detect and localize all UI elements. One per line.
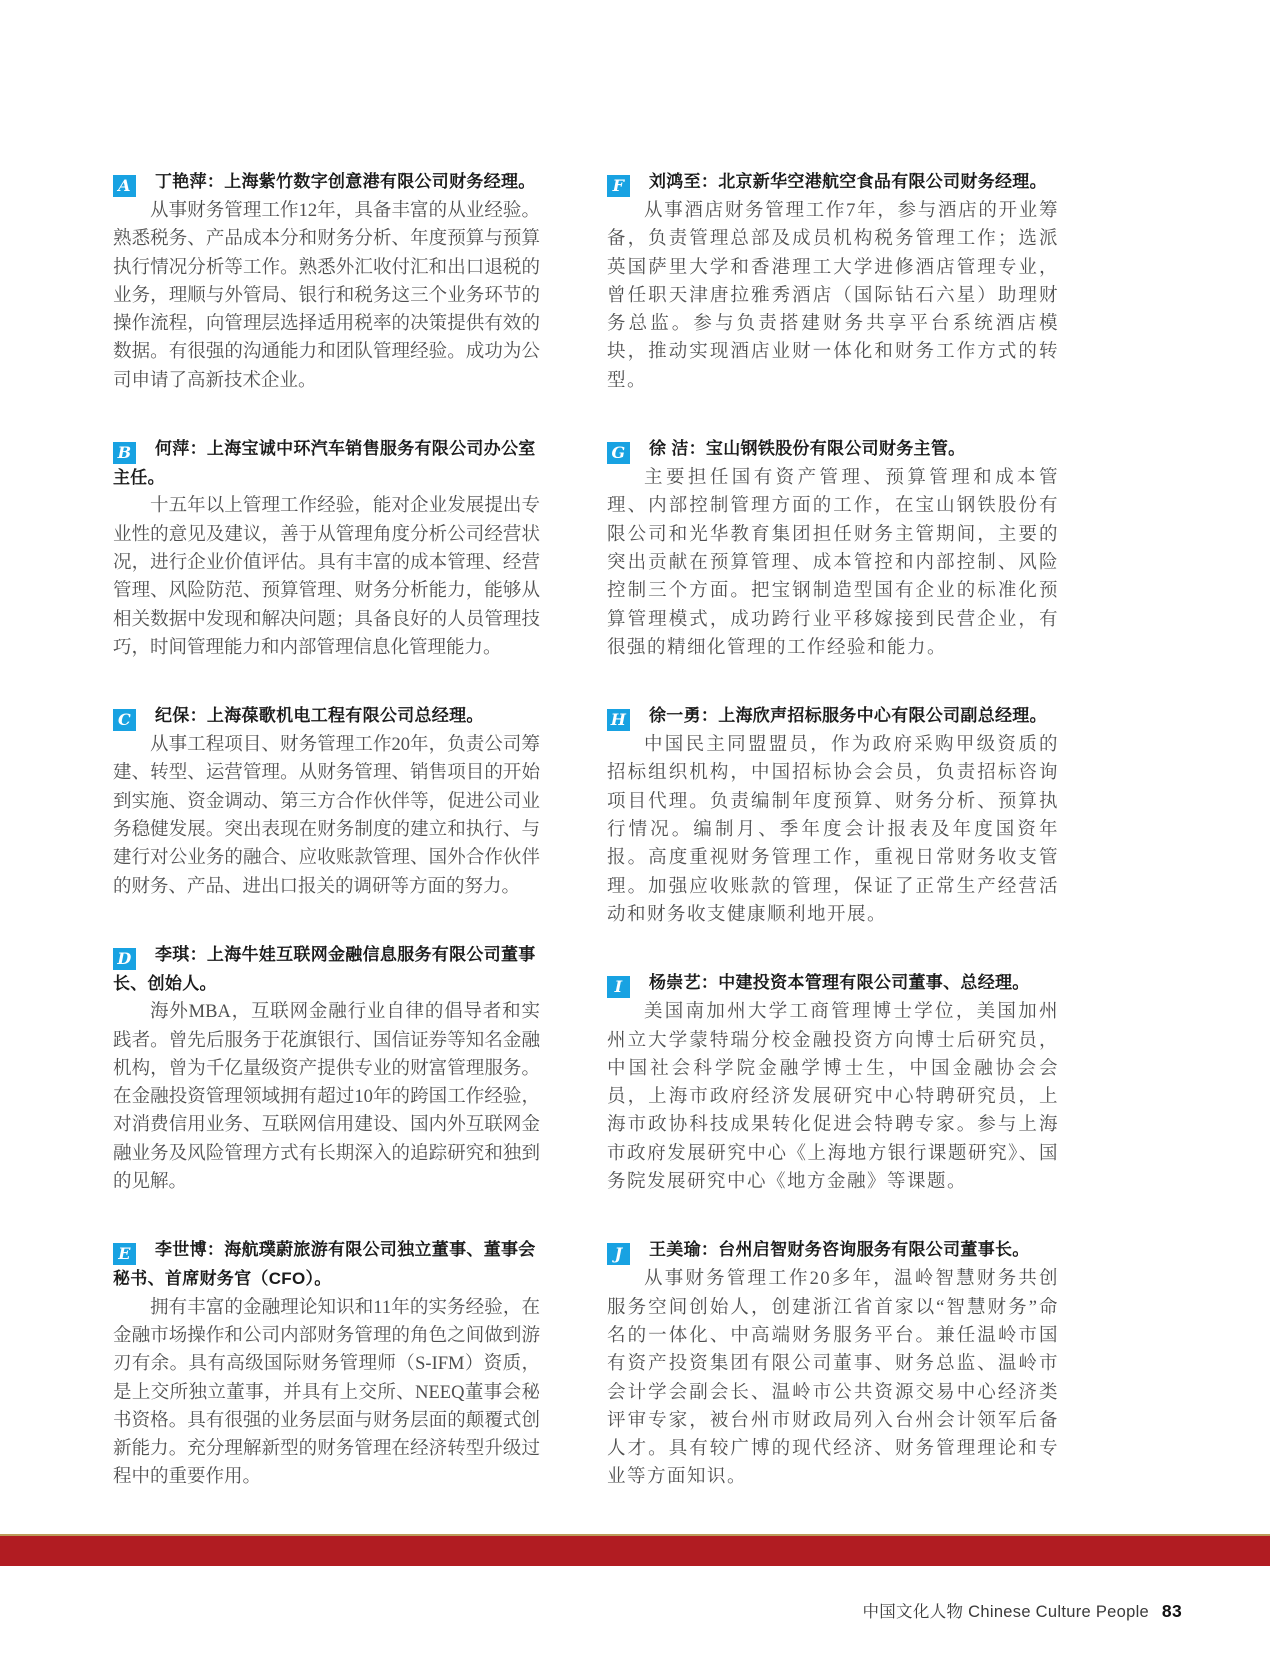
entry-title: 王美瑜：台州启智财务咨询服务有限公司董事长。 bbox=[649, 1240, 1030, 1260]
person-entry bbox=[113, 941, 540, 1196]
person-entry bbox=[113, 702, 540, 901]
bottom-red-bar bbox=[0, 1534, 1270, 1566]
entry-title-line bbox=[607, 969, 1059, 998]
entry-body: 从事财务管理工作20多年，温岭智慧财务共创服务空间创始人，创建浙江省首家以“智慧财务”命名的一体化、中高端财务服务平台。兼任温岭市国有资产投资集团有限公司董事、财务总监、温岭市会计学会副会长、温岭市公共资源交易中心经济类评审专家，被台州市财政局列入台州会计领军后备人才。具有较广博的现代经济、财务管理理论和专业等方面知识。 bbox=[607, 1269, 1059, 1488]
entry-letter-badge: D bbox=[113, 948, 136, 970]
person-entry bbox=[607, 435, 1059, 662]
entry-title-line bbox=[113, 435, 540, 492]
page-footer bbox=[862, 1598, 1182, 1622]
entry-title: 李琪：上海牛娃互联网金融信息服务有限公司董事长、创始人。 bbox=[113, 944, 536, 993]
entry-body: 海外MBA，互联网金融行业自律的倡导者和实践者。曾先后服务于花旗银行、国信证券等知名金融机构，曾为千亿量级资产提供专业的财富管理服务。在金融投资管理领域拥有超过10年的跨国工作经验，对消费信用业务、互联网信用建设、国内外互联网金融业务及风险管理方式有长期深入的追踪研究和独到的见解。 bbox=[113, 1002, 540, 1193]
entry-body: 主要担任国有资产管理、预算管理和成本管理、内部控制管理方面的工作，在宝山钢铁股份有限公司和光华教育集团担任财务主管期间，主要的突出贡献在预算管理、成本管控和内部控制、风险控制三个方面。把宝钢制造型国有企业的标准化预算管理模式，成功跨行业平移嫁接到民营企业，有很强的精细化管理的工作经验和能力。 bbox=[607, 468, 1059, 658]
entry-title: 李世博：海航璞蔚旅游有限公司独立董事、董事会秘书、首席财务官（CFO）。 bbox=[113, 1240, 536, 1289]
entry-body: 从事工程项目、财务管理工作20年，负责公司筹建、转型、运营管理。从财务管理、销售项目的开始到实施、资金调动、第三方合作伙伴等，促进公司业务稳健发展。突出表现在财务制度的建立和执行、与建行对公业务的融合、应收账款管理、国外合作伙伴的财务、产品、进出口报关的调研等方面的努力。 bbox=[113, 735, 540, 897]
right-column bbox=[607, 168, 1059, 1492]
entry-body: 从事酒店财务管理工作7年，参与酒店的开业筹备，负责管理总部及成员机构税务管理工作；选派英国萨里大学和香港理工大学进修酒店管理专业，曾任职天津唐拉雅秀酒店（国际钻石六星）助理财务总监。参与负责搭建财务共享平台系统酒店模块，推动实现酒店业财一体化和财务工作方式的转型。 bbox=[607, 201, 1059, 391]
entry-body: 拥有丰富的金融理论知识和11年的实务经验，在金融市场操作和公司内部财务管理的角色之间做到游刃有余。具有高级国际财务管理师（S-IFM）资质，是上交所独立董事，并具有上交所、NEEQ董事会秘书资格。具有很强的业务层面与财务层面的颠覆式创新能力。充分理解新型的财务管理在经济转型升级过程中的重要作用。 bbox=[113, 1297, 540, 1488]
left-column bbox=[113, 168, 540, 1492]
entry-title-line bbox=[113, 941, 540, 998]
person-entry bbox=[113, 435, 540, 662]
journal-name-en: Chinese Culture People bbox=[968, 1603, 1150, 1621]
entry-letter-badge: J bbox=[607, 1243, 630, 1265]
person-entry bbox=[607, 168, 1059, 395]
entry-letter-badge: H bbox=[607, 709, 630, 731]
entry-letter-badge: E bbox=[113, 1243, 136, 1265]
entry-letter-badge: A bbox=[113, 175, 136, 197]
person-entry bbox=[113, 1236, 540, 1491]
entry-body: 从事财务管理工作12年，具备丰富的从业经验。熟悉税务、产品成本分和财务分析、年度预算与预算执行情况分析等工作。熟悉外汇收付汇和出口退税的业务，理顺与外管局、银行和税务这三个业务环节的操作流程，向管理层选择适用税率的决策提供有效的数据。有很强的沟通能力和团队管理经验。成功为公司申请了高新技术企业。 bbox=[113, 201, 540, 391]
entry-title: 何萍：上海宝诚中环汽车销售服务有限公司办公室主任。 bbox=[113, 439, 536, 488]
entry-letter-badge: F bbox=[607, 175, 630, 197]
entry-title-line bbox=[607, 435, 1059, 464]
entry-letter-badge: G bbox=[607, 442, 630, 464]
entry-title-line bbox=[113, 168, 540, 197]
person-entry bbox=[113, 168, 540, 395]
entry-title-line bbox=[607, 702, 1059, 731]
person-entry bbox=[607, 702, 1059, 929]
person-entry bbox=[607, 1236, 1059, 1491]
entry-body: 美国南加州大学工商管理博士学位，美国加州州立大学蒙特瑞分校金融投资方向博士后研究员，中国社会科学院金融学博士生，中国金融协会会员，上海市政府经济发展研究中心特聘研究员，上海市政协科技成果转化促进会特聘专家。参与上海市政府发展研究中心《上海地方银行课题研究》、国务院发展研究中心《地方金融》等课题。 bbox=[607, 1002, 1059, 1193]
entry-title: 丁艳萍：上海紫竹数字创意港有限公司财务经理。 bbox=[155, 172, 536, 191]
page-number: 83 bbox=[1161, 1601, 1182, 1621]
entry-body: 十五年以上管理工作经验，能对企业发展提出专业性的意见及建议，善于从管理角度分析公司经营状况，进行企业价值评估。具有丰富的成本管理、经营管理、风险防范、预算管理、财务分析能力，能够从相关数据中发现和解决问题；具备良好的人员管理技巧，时间管理能力和内部管理信息化管理能力。 bbox=[113, 496, 540, 658]
entry-title-line bbox=[607, 1236, 1059, 1265]
entry-letter-badge: I bbox=[607, 976, 630, 998]
entry-title: 杨崇艺：中建投资本管理有限公司董事、总经理。 bbox=[649, 973, 1030, 993]
entry-letter-badge: B bbox=[113, 442, 136, 464]
entry-letter-badge: C bbox=[113, 709, 136, 731]
two-column-layout bbox=[113, 168, 1059, 1492]
entry-title: 徐 洁：宝山钢铁股份有限公司财务主管。 bbox=[649, 439, 966, 459]
entry-title: 徐一勇：上海欣声招标服务中心有限公司副总经理。 bbox=[649, 706, 1047, 726]
entry-title: 纪保：上海葆歌机电工程有限公司总经理。 bbox=[155, 706, 484, 726]
journal-name-cn: 中国文化人物 bbox=[862, 1603, 964, 1621]
entry-title-line bbox=[113, 1236, 540, 1293]
entry-body: 中国民主同盟盟员，作为政府采购甲级资质的招标组织机构，中国招标协会会员，负责招标咨询项目代理。负责编制年度预算、财务分析、预算执行情况。编制月、季年度会计报表及年度国资年报。高度重视财务管理工作，重视日常财务收支管理。加强应收账款的管理，保证了正常生产经营活动和财务收支健康顺利地开展。 bbox=[607, 735, 1059, 925]
entry-title: 刘鸿至：北京新华空港航空食品有限公司财务经理。 bbox=[649, 172, 1047, 191]
person-entry bbox=[607, 969, 1059, 1196]
entry-title-line bbox=[607, 168, 1059, 197]
entry-title-line bbox=[113, 702, 540, 731]
